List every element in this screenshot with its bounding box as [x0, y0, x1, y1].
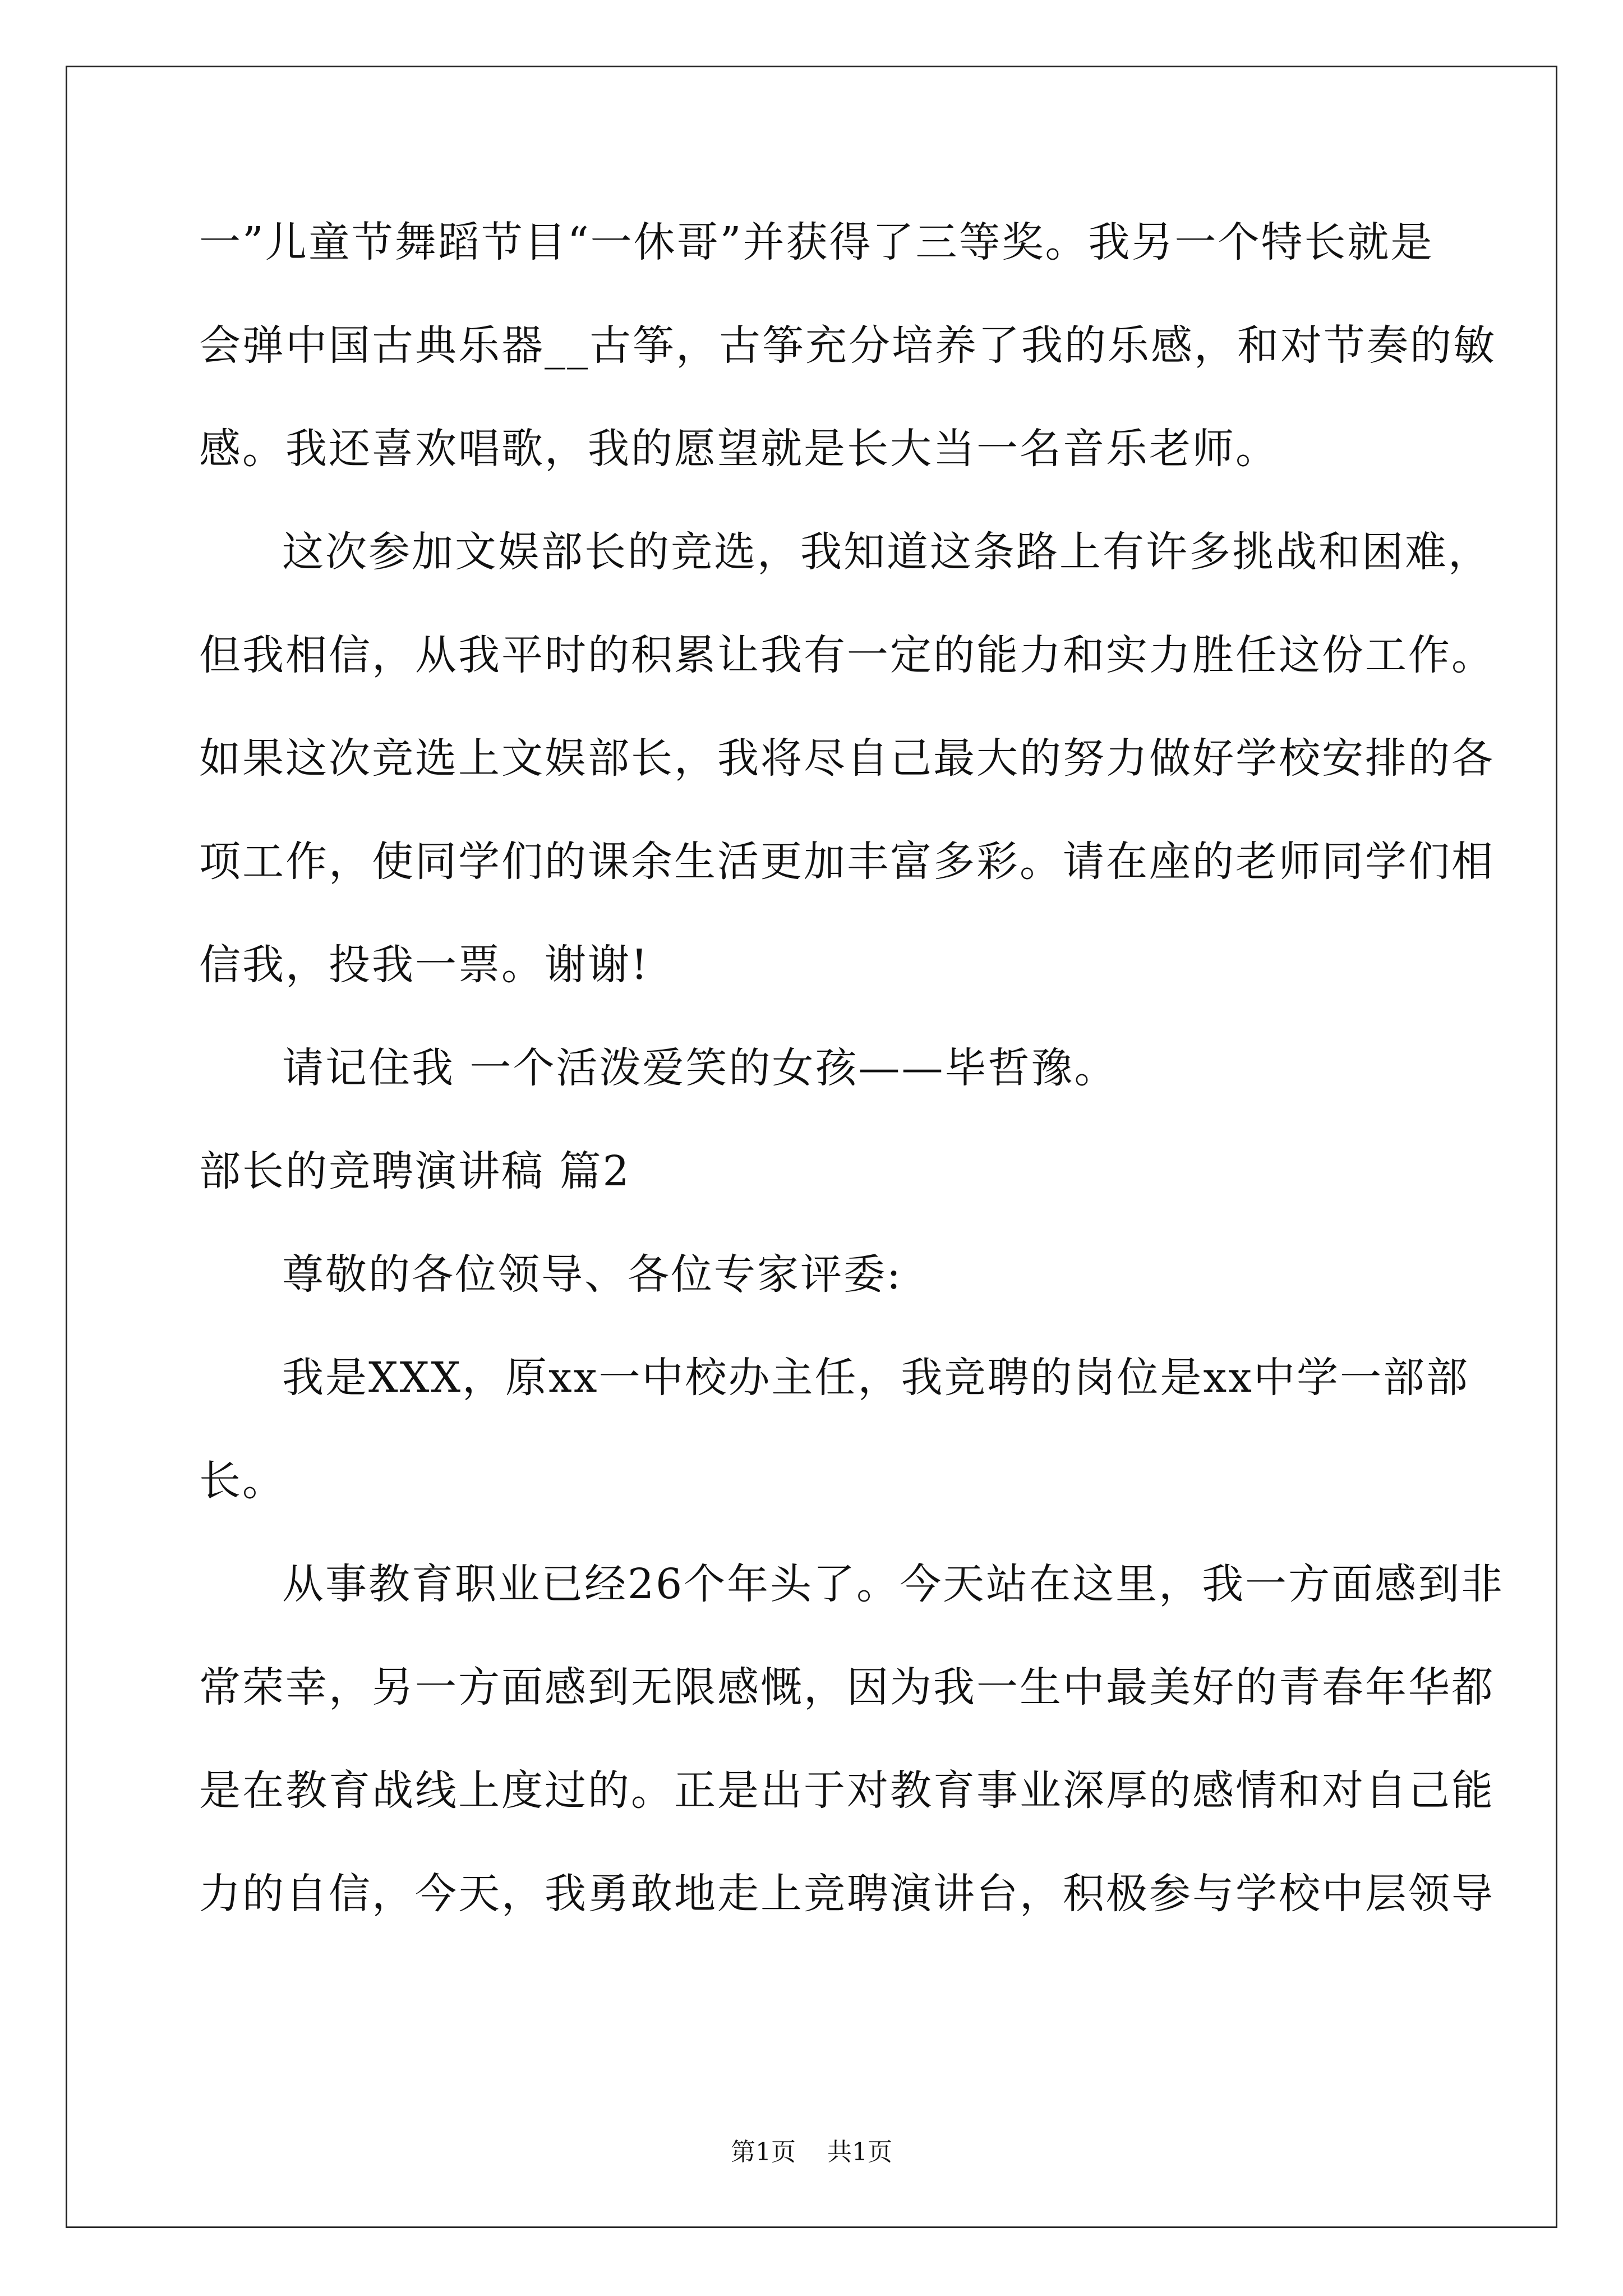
- text-line: 一”儿童节舞蹈节目“一休哥”并获得了三等奖。我另一个特长就是: [199, 218, 1434, 266]
- section-heading: 部长的竞聘演讲稿 篇2: [199, 1147, 631, 1195]
- paragraph-first-line: 我是XXX，原xx一中校办主任，我竞聘的岗位是xx中学一部部: [282, 1354, 1469, 1402]
- text-line: 但我相信，从我平时的积累让我有一定的能力和实力胜任这份工作。: [199, 631, 1495, 679]
- text-line: 信我，投我一票。谢谢!: [199, 941, 649, 989]
- text-line: 长。: [199, 1457, 285, 1505]
- salutation: 尊敬的各位领导、各位专家评委:: [282, 1250, 902, 1299]
- text-line: 力的自信，今天，我勇敢地走上竞聘演讲台，积极参与学校中层领导: [199, 1870, 1495, 1918]
- document-body: [199, 191, 1505, 1945]
- paragraph-first-line: 从事教育职业已经26个年头了。今天站在这里，我一方面感到非: [282, 1560, 1505, 1608]
- page-footer: [0, 2132, 1623, 2168]
- total-pages: 共1页: [827, 2138, 892, 2166]
- text-line: 如果这次竞选上文娱部长，我将尽自己最大的努力做好学校安排的各: [199, 734, 1495, 783]
- paragraph-first-line: 这次参加文娱部长的竞选，我知道这条路上有许多挑战和困难，: [282, 528, 1491, 576]
- paragraph-first-line: 请记住我 一个活泼爱笑的女孩——毕哲豫。: [282, 1044, 1118, 1092]
- page-number: 第1页: [731, 2138, 796, 2166]
- text-line: 是在教育战线上度过的。正是出于对教育事业深厚的感情和对自己能: [199, 1766, 1495, 1815]
- text-line: 常荣幸，另一方面感到无限感慨，因为我一生中最美好的青春年华都: [199, 1663, 1495, 1711]
- text-line: 项工作，使同学们的课余生活更加丰富多彩。请在座的老师同学们相: [199, 838, 1495, 886]
- text-line: 感。我还喜欢唱歌，我的愿望就是长大当一名音乐老师。: [199, 425, 1279, 473]
- text-line: 会弹中国古典乐器__古筝，古筝充分培养了我的乐感，和对节奏的敏: [199, 321, 1496, 370]
